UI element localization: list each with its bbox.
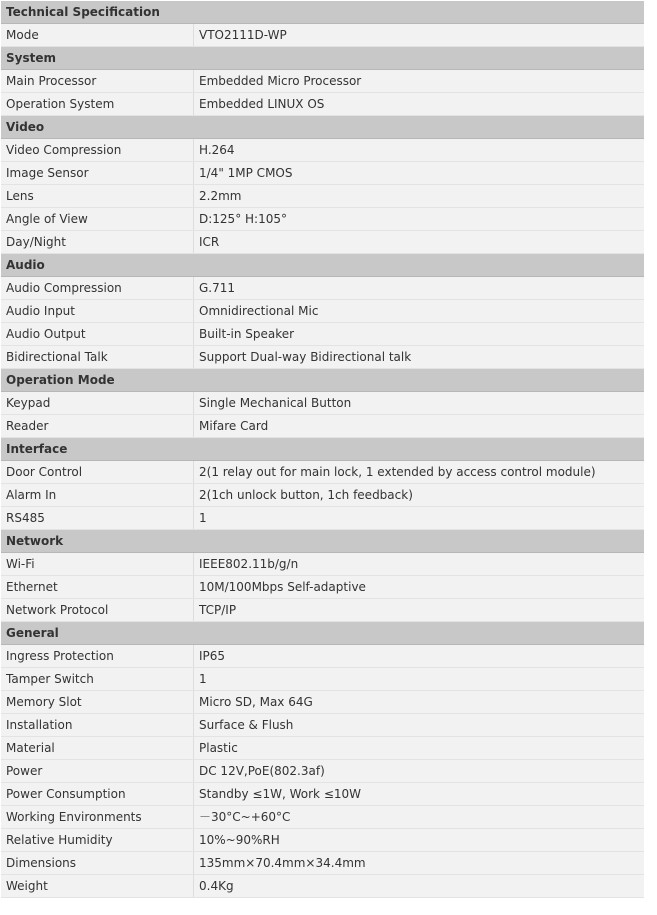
section-header (1, 530, 644, 553)
spec-label: Lens (1, 185, 194, 207)
spec-value: 1 (199, 511, 207, 525)
spec-value: －30°C~+60°C (199, 810, 291, 824)
spec-row (1, 507, 644, 530)
spec-label: Ingress Protection (1, 645, 194, 667)
spec-row (1, 760, 644, 783)
spec-label: RS485 (1, 507, 194, 529)
spec-value: 2(1ch unlock button, 1ch feedback) (199, 488, 413, 502)
spec-row (1, 231, 644, 254)
spec-value: Mifare Card (199, 419, 269, 433)
spec-value: Embedded LINUX OS (199, 97, 325, 111)
spec-label: Main Processor (1, 70, 194, 92)
spec-value: Omnidirectional Mic (199, 304, 319, 318)
spec-value: 10%~90%RH (199, 833, 280, 847)
spec-row (1, 392, 644, 415)
spec-row (1, 93, 644, 116)
spec-value: IP65 (199, 649, 226, 663)
spec-row (1, 852, 644, 875)
spec-label: Weight (1, 875, 194, 897)
spec-row (1, 277, 644, 300)
spec-row (1, 668, 644, 691)
spec-row (1, 461, 644, 484)
spec-label: Image Sensor (1, 162, 194, 184)
spec-row (1, 323, 644, 346)
spec-row (1, 875, 644, 898)
spec-label: Door Control (1, 461, 194, 483)
spec-row (1, 576, 644, 599)
spec-value: 0.4Kg (199, 879, 234, 893)
spec-label: Video Compression (1, 139, 194, 161)
spec-label: Network Protocol (1, 599, 194, 621)
spec-row (1, 415, 644, 438)
spec-row (1, 737, 644, 760)
spec-label: Audio Output (1, 323, 194, 345)
spec-row (1, 300, 644, 323)
spec-label: Alarm In (1, 484, 194, 506)
spec-value: D:125° H:105° (199, 212, 287, 226)
spec-label: Power Consumption (1, 783, 194, 805)
spec-value: 135mm×70.4mm×34.4mm (199, 856, 366, 870)
spec-row (1, 70, 644, 93)
spec-label: Power (1, 760, 194, 782)
spec-value: Micro SD, Max 64G (199, 695, 313, 709)
spec-value: Standby ≤1W, Work ≤10W (199, 787, 362, 801)
spec-value: Built-in Speaker (199, 327, 295, 341)
spec-value: Plastic (199, 741, 238, 755)
section-title: System (6, 51, 56, 65)
section-header (1, 622, 644, 645)
section-header (1, 1, 644, 24)
spec-value: H.264 (199, 143, 235, 157)
spec-label: Bidirectional Talk (1, 346, 194, 368)
spec-value: 1 (199, 672, 207, 686)
spec-row (1, 24, 644, 47)
spec-row (1, 806, 644, 829)
spec-label: Mode (1, 24, 194, 46)
spec-label: Audio Compression (1, 277, 194, 299)
section-title: Audio (6, 258, 45, 272)
spec-label: Wi-Fi (1, 553, 194, 575)
spec-table (1, 1, 644, 898)
section-title: General (6, 626, 59, 640)
spec-value: Surface & Flush (199, 718, 294, 732)
section-header (1, 116, 644, 139)
spec-row (1, 346, 644, 369)
spec-row (1, 553, 644, 576)
spec-label: Material (1, 737, 194, 759)
section-header (1, 47, 644, 70)
spec-label: Operation System (1, 93, 194, 115)
spec-row (1, 714, 644, 737)
spec-label: Keypad (1, 392, 194, 414)
spec-row (1, 185, 644, 208)
spec-value: Single Mechanical Button (199, 396, 352, 410)
spec-value: 1/4" 1MP CMOS (199, 166, 293, 180)
spec-value: 10M/100Mbps Self-adaptive (199, 580, 366, 594)
spec-value: ICR (199, 235, 220, 249)
spec-label: Audio Input (1, 300, 194, 322)
spec-row (1, 645, 644, 668)
spec-row (1, 139, 644, 162)
section-header (1, 438, 644, 461)
spec-label: Working Environments (1, 806, 194, 828)
spec-row (1, 208, 644, 231)
spec-row (1, 783, 644, 806)
spec-row (1, 691, 644, 714)
section-title: Network (6, 534, 64, 548)
section-title: Video (6, 120, 45, 134)
spec-label: Angle of View (1, 208, 194, 230)
spec-label: Dimensions (1, 852, 194, 874)
spec-row (1, 829, 644, 852)
spec-value: 2.2mm (199, 189, 242, 203)
spec-value: VTO2111D-WP (199, 28, 287, 42)
spec-label: Day/Night (1, 231, 194, 253)
spec-label: Relative Humidity (1, 829, 194, 851)
spec-value: Embedded Micro Processor (199, 74, 362, 88)
section-title: Technical Specification (6, 5, 160, 19)
section-title: Interface (6, 442, 68, 456)
spec-row (1, 599, 644, 622)
spec-value: IEEE802.11b/g/n (199, 557, 299, 571)
section-header (1, 369, 644, 392)
spec-value: 2(1 relay out for main lock, 1 extended by access control module) (199, 465, 596, 479)
spec-label: Memory Slot (1, 691, 194, 713)
spec-row (1, 484, 644, 507)
spec-label: Installation (1, 714, 194, 736)
spec-value: G.711 (199, 281, 236, 295)
spec-row (1, 162, 644, 185)
section-title: Operation Mode (6, 373, 115, 387)
spec-value: DC 12V,PoE(802.3af) (199, 764, 325, 778)
section-header (1, 254, 644, 277)
spec-value: TCP/IP (199, 603, 237, 617)
spec-label: Tamper Switch (1, 668, 194, 690)
spec-value: Support Dual-way Bidirectional talk (199, 350, 412, 364)
spec-label: Reader (1, 415, 194, 437)
spec-label: Ethernet (1, 576, 194, 598)
